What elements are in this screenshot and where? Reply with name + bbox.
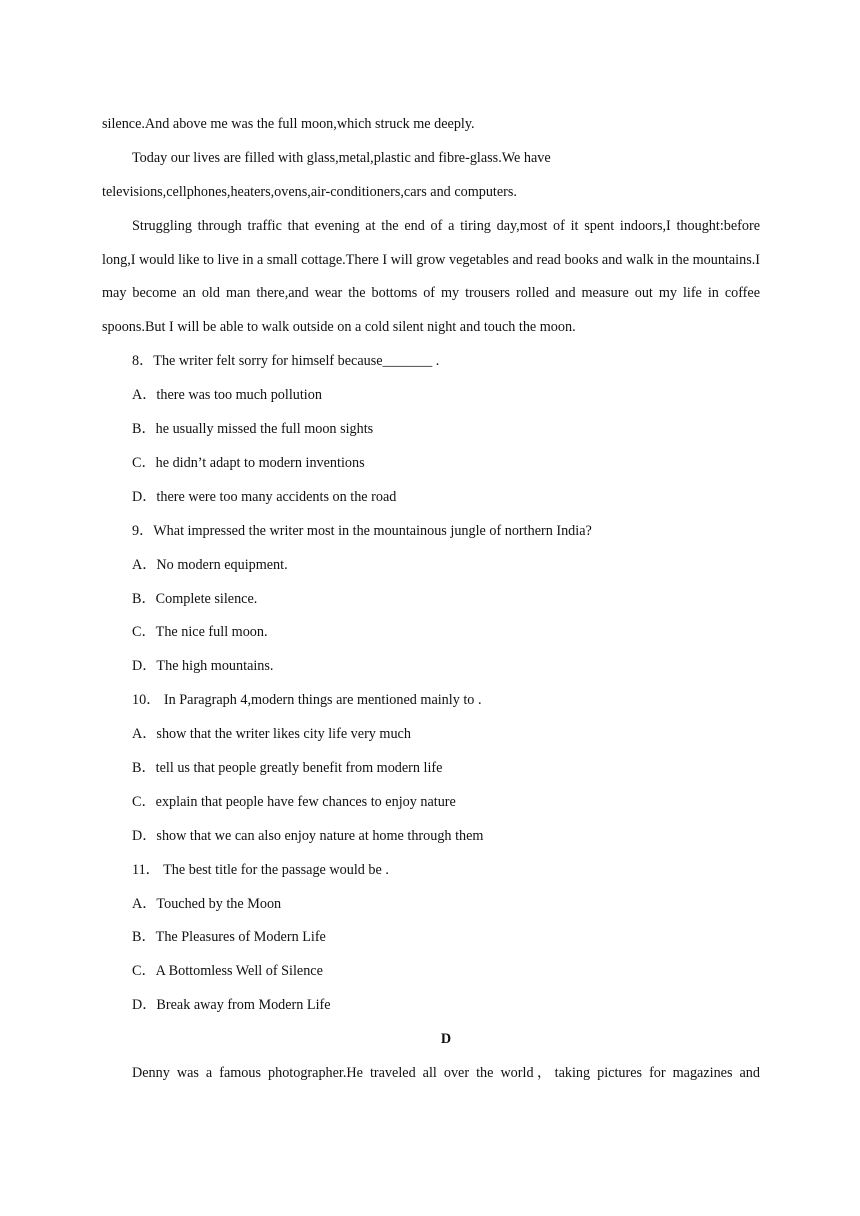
option-a: A．there was too much pollution [132, 387, 322, 404]
option-a: A．No modern equipment. [132, 556, 288, 573]
option-a: A．Touched by the Moon [132, 895, 282, 912]
question-stem: 11． The best title for the passage would be . [132, 861, 389, 878]
option-b: B．Complete silence. [132, 590, 258, 607]
option-c: C．he didn’t adapt to modern inventions [132, 454, 365, 471]
question-10 [102, 684, 760, 853]
option-a: A．show that the writer likes city life very much [132, 726, 411, 743]
passage-c-modern-line-1: Today our lives are filled with glass,metal,plastic and fibre-glass.We have [132, 149, 551, 166]
passage-d-heading: D [440, 1031, 452, 1048]
option-c: C．explain that people have few chances to enjoy nature [132, 793, 456, 810]
passage-c-modern-line-2: televisions,cellphones,heaters,ovens,air-conditioners,cars and computers. [102, 183, 517, 200]
passage-d-first-line: Denny was a famous photographer.He traveled all over the world，taking pictures for magazines and [132, 1065, 760, 1081]
option-b: B．The Pleasures of Modern Life [132, 929, 326, 946]
option-b: B．he usually missed the full moon sights [132, 421, 374, 438]
question-stem: 9．What impressed the writer most in the mountainous jungle of northern India? [132, 522, 592, 539]
option-d: D．Break away from Modern Life [132, 997, 331, 1014]
question-9 [102, 515, 760, 684]
passage-c-continuation: silence.And above me was the full moon,which struck me deeply. [102, 116, 475, 132]
option-c: C．The nice full moon. [132, 624, 268, 641]
question-8 [102, 345, 760, 514]
option-d: D．The high mountains. [132, 658, 274, 675]
option-b: B．tell us that people greatly benefit from modern life [132, 759, 443, 776]
option-d: D．there were too many accidents on the road [132, 488, 397, 505]
question-stem: 10． In Paragraph 4,modern things are mentioned mainly to . [132, 692, 482, 709]
option-c: C．A Bottomless Well of Silence [132, 963, 323, 980]
document-body [102, 108, 760, 1091]
option-d: D．show that we can also enjoy nature at home through them [132, 827, 484, 844]
question-11 [102, 854, 760, 1023]
passage-c-struggling-paragraph: Struggling through traffic that evening at the end of a tiring day,most of it spent indoors,I thought:before long,I would like to live in a small cottage.There I will grow vegetables and read books and walk in the mountains.I may become an old man there,and wear the bottoms of my trousers rolled and measure out my life in coffee spoons.But I will be able to walk outside on a cold silent night and touch the moon. [102, 217, 760, 336]
question-stem: 8．The writer felt sorry for himself because_______ . [132, 353, 440, 370]
